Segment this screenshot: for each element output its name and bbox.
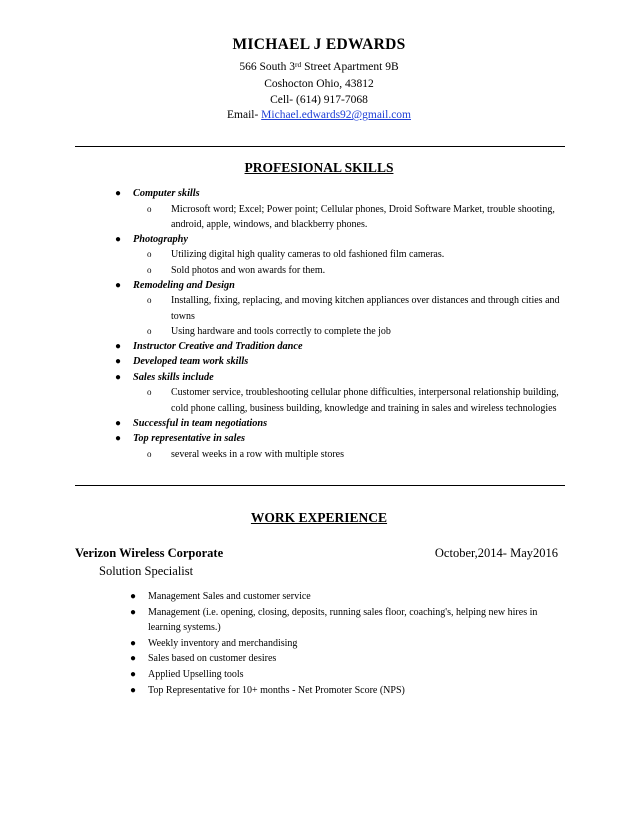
duty-item xyxy=(0,605,638,636)
duty-item xyxy=(0,589,638,605)
applicant-name: MICHAEL J EDWARDS xyxy=(232,36,406,53)
bullet-icon: ● xyxy=(115,371,122,383)
skill-detail-text: Using hardware and tools correctly to complete the job xyxy=(171,325,391,337)
email-label: Email- xyxy=(227,109,262,121)
company-name: Verizon Wireless Corporate xyxy=(75,546,224,560)
email-line xyxy=(0,109,638,121)
job-header xyxy=(75,546,565,561)
address-superscript: rd xyxy=(294,60,302,69)
duty-text: Management (i.e. opening, closing, deposits, running sales floor, coaching's, helping new hires in learning systems.) xyxy=(148,606,538,634)
skill-item xyxy=(0,370,638,386)
skill-item xyxy=(0,354,638,370)
bullet-icon: ● xyxy=(130,653,137,665)
circle-bullet-icon: o xyxy=(147,249,152,260)
bullet-icon: ● xyxy=(115,417,122,429)
divider-line xyxy=(75,485,565,486)
skill-detail xyxy=(0,202,638,232)
skill-item xyxy=(0,431,638,447)
skill-item xyxy=(0,278,638,294)
bullet-icon: ● xyxy=(130,591,137,602)
duty-item xyxy=(0,683,638,699)
skill-label: Sales skills include xyxy=(133,371,214,383)
skill-detail xyxy=(0,447,638,462)
skills-heading: PROFESIONAL SKILLS xyxy=(244,160,394,175)
skill-detail-text: Customer service, troubleshooting cellular phone difficulties, interpersonal relationship building, cold phone calling, business building, knowledge and training in sales and wireless technologies xyxy=(171,387,559,414)
skill-label: Developed team work skills xyxy=(133,356,249,368)
skill-label: Computer skills xyxy=(133,188,200,199)
skill-label: Successful in team negotiations xyxy=(133,417,268,429)
skill-item xyxy=(0,186,638,202)
divider-line xyxy=(75,146,565,147)
bullet-icon: ● xyxy=(115,188,122,199)
bullet-icon: ● xyxy=(115,233,122,245)
address-prefix: 566 South 3 xyxy=(239,61,295,73)
cell-phone: Cell- (614) 917-7068 xyxy=(270,94,368,106)
circle-bullet-icon: o xyxy=(147,295,152,306)
duty-item xyxy=(0,651,638,667)
address-suffix: Street Apartment 9B xyxy=(301,61,399,73)
duties-list xyxy=(0,589,638,698)
circle-bullet-icon: o xyxy=(147,264,152,275)
skill-item xyxy=(0,416,638,432)
duty-text: Applied Upselling tools xyxy=(148,668,244,680)
bullet-icon: ● xyxy=(115,433,122,445)
bullet-icon: ● xyxy=(115,279,122,291)
skill-detail-text: Sold photos and won awards for them. xyxy=(171,264,326,276)
bullet-icon: ● xyxy=(130,668,137,680)
email-link[interactable]: Michael.edwards92@gmail.com xyxy=(261,109,411,121)
skill-detail-text: Installing, fixing, replacing, and moving kitchen appliances over distances and through cities and towns xyxy=(171,295,560,322)
job-dates: October,2014- May2016 xyxy=(434,546,558,560)
skill-detail xyxy=(0,293,638,323)
duty-item xyxy=(0,636,638,652)
job-title: Solution Specialist xyxy=(99,564,194,578)
skill-label: Instructor Creative and Tradition dance xyxy=(133,340,303,352)
circle-bullet-icon: o xyxy=(147,203,152,214)
skill-detail-text: several weeks in a row with multiple stores xyxy=(171,448,345,460)
skill-label: Photography xyxy=(133,233,188,245)
duty-text: Management Sales and customer service xyxy=(148,591,311,602)
duty-text: Weekly inventory and merchandising xyxy=(148,637,298,649)
bullet-icon: ● xyxy=(115,340,122,352)
bullet-icon: ● xyxy=(130,606,137,618)
bullet-icon: ● xyxy=(130,684,137,696)
duty-text: Top Representative for 10+ months - Net Promoter Score (NPS) xyxy=(148,684,405,696)
skill-detail xyxy=(0,247,638,262)
work-heading: WORK EXPERIENCE xyxy=(250,510,388,525)
bullet-icon: ● xyxy=(115,356,122,368)
duty-item xyxy=(0,667,638,683)
skill-label: Remodeling and Design xyxy=(133,279,235,291)
circle-bullet-icon: o xyxy=(147,387,152,398)
skill-item xyxy=(0,339,638,355)
skill-detail-text: Utilizing digital high quality cameras to old fashioned film cameras. xyxy=(171,249,445,261)
circle-bullet-icon: o xyxy=(147,325,152,336)
bullet-icon: ● xyxy=(130,637,137,649)
skill-detail xyxy=(0,324,638,339)
skill-label: Top representative in sales xyxy=(133,433,246,445)
skill-detail xyxy=(0,385,638,415)
city-line: Coshocton Ohio, 43812 xyxy=(264,78,374,90)
circle-bullet-icon: o xyxy=(147,448,152,459)
street-address xyxy=(0,61,638,73)
skill-detail-text: Microsoft word; Excel; Power point; Cellular phones, Droid Software Market, trouble shooting, android, apple, windows, and blackberry phones. xyxy=(171,203,555,230)
duty-text: Sales based on customer desires xyxy=(148,653,277,665)
skills-list xyxy=(0,186,638,462)
skill-detail xyxy=(0,263,638,278)
skill-item xyxy=(0,232,638,248)
